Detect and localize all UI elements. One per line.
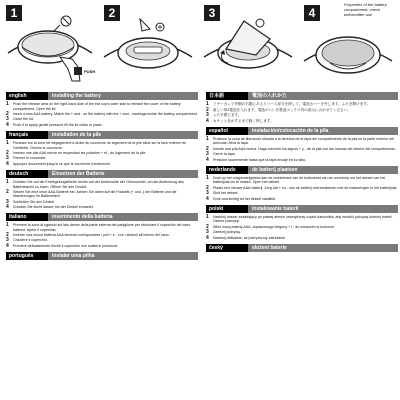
section-header [6, 92, 198, 100]
illustration-strip [0, 0, 400, 90]
list-item [6, 200, 198, 205]
section-title: 電池の入れかた [248, 92, 398, 100]
item-text: ふたを閉じます。 [213, 113, 242, 118]
item-text: Plaats een nieuwe AAA-batterij. Zorg dat + en - van de batterij overeenkomen met de markeringen in het batterijvak. [213, 185, 398, 190]
item-text: Druk op het ontgrendelgebied aan de rechterkant van de buitenkant van de oorschelp om het deksel van het batterijvak los te maken. Open het deksel. [213, 175, 386, 185]
item-number: 1 [6, 178, 9, 185]
section-cesky [206, 244, 398, 252]
section-title: vložení baterie [248, 244, 398, 252]
item-text: Presione la zona de liberación situada a la derecha de la tapa del compartimento de la pila en la parte exterior del auricular. Abra la tapa. [213, 136, 394, 146]
list-item [6, 162, 198, 167]
step-number: 1 [6, 5, 22, 21]
list-item [6, 233, 198, 238]
section-francais [6, 131, 198, 167]
item-text: Naciśnij delikatnie, aż pokrywa się zatrzaśnie. [213, 235, 286, 240]
list-item [6, 102, 198, 111]
section-title: Einsetzen der Batterie [48, 170, 198, 178]
item-number: 1 [6, 222, 9, 229]
section-language: italiano [6, 213, 48, 221]
section-header [206, 244, 398, 252]
item-number: 4 [206, 195, 209, 202]
section-language: deutsch [6, 170, 48, 178]
list-item [6, 112, 198, 117]
section-language: português [6, 252, 48, 260]
section-header [6, 213, 198, 221]
section-header [206, 127, 398, 135]
item-text: Zamknij pokrywę. [213, 230, 241, 235]
section-header [206, 205, 398, 213]
instruction-list [206, 176, 398, 202]
section-polski [206, 205, 398, 241]
section-title: inserimento della batteria [48, 213, 198, 221]
item-number: 3 [6, 155, 9, 162]
step-number: 4 [304, 5, 320, 21]
list-item [6, 244, 198, 249]
item-number: 1 [6, 101, 9, 107]
list-item [6, 151, 198, 156]
item-number: 1 [206, 174, 209, 181]
step-3 [200, 3, 296, 87]
item-text: Premere delicatamente finché il coperchio non scatta in posizione. [13, 244, 119, 249]
instruction-list [6, 102, 198, 128]
list-item [206, 152, 398, 157]
item-text: Drücken Sie auf die Entriegelungsfläche rechts auf der Außenseite der Ohrmuschel, um die Abdeckung des Batteriefachs zu lösen. Öffnen Sie den Deckel. [13, 179, 184, 189]
list-item [6, 156, 198, 161]
item-text: Insert a new AAA battery. Match the + and - on the battery with the + and - markings inside the battery compartment. [13, 111, 198, 116]
section-language: 日本語 [206, 92, 248, 100]
list-item [206, 197, 398, 202]
list-item [6, 205, 198, 210]
section-language: español [206, 127, 248, 135]
section-english [6, 92, 198, 128]
step-4-note: Properties of the battery compartment: check before/after use [344, 2, 387, 17]
instruction-list [6, 180, 198, 210]
step-1 [2, 3, 98, 87]
item-text: Cierre la tapa. [213, 152, 236, 157]
item-number: 3 [206, 190, 209, 197]
item-number: 1 [206, 101, 209, 107]
step-number: 3 [204, 5, 220, 21]
list-item [206, 113, 398, 118]
list-item [206, 137, 398, 146]
item-text: Schließen Sie den Deckel. [13, 199, 56, 204]
item-text: Presione suavemente hasta que la tapa encaje en su sitio. [213, 157, 307, 162]
item-text: Premere la zona di sgancio sul lato destro della parte esterna del padiglione per sbloccare il coperchio del vano batteria. Aprire il coperchio. [13, 223, 191, 232]
list-item [206, 191, 398, 196]
item-number: 4 [206, 117, 209, 124]
item-number: 4 [6, 160, 9, 167]
item-number: 2 [206, 223, 209, 230]
item-number: 3 [206, 151, 209, 158]
item-number: 2 [6, 231, 9, 238]
section-language: français [6, 131, 48, 139]
list-item [6, 117, 198, 122]
section-header [6, 131, 198, 139]
item-number: 4 [206, 156, 209, 163]
section-title: installing the battery [48, 92, 198, 100]
list-item [6, 238, 198, 243]
item-text: 新しい単4電池を入れます。電池の+と-を電池ボックス内の表示に合わせてください。 [213, 107, 351, 112]
item-text: Push it to apply gentle pressure till the lid clicks in place. [13, 122, 103, 127]
item-text: カチッと音がするまで軽く押します。 [213, 118, 274, 123]
section-title: de batterij plaatsen [248, 166, 398, 174]
item-text: Insérez une pile AAA neuve en respectant les polarités + et - du logement de la pile. [13, 150, 147, 155]
section-header [6, 252, 198, 260]
item-text: Inserte una pila AAA nueva. Haga coincidir los signos + y - de la pila con las marcas del interior del compartimento. [213, 146, 396, 151]
item-text: Naciśnij obszar zwalniający po prawej stronie zewnętrznej części nausznika, aby zwolnić pokrywę komory baterii. Otwórz pokrywę. [213, 214, 393, 224]
section-nederlands [206, 166, 398, 202]
section-portugues [6, 252, 198, 260]
step-2 [100, 3, 196, 87]
step-number: 2 [104, 5, 120, 21]
section-header [206, 166, 398, 174]
section-title: instalowanie baterii [248, 205, 398, 213]
item-number: 1 [206, 213, 209, 220]
list-item [6, 190, 198, 199]
item-text: Appuyez doucement jusqu'à ce que le couvercle s'enclenche. [13, 161, 111, 166]
item-number: 2 [6, 188, 9, 195]
item-number: 4 [6, 204, 9, 211]
item-number: 2 [6, 149, 9, 156]
section-header [6, 170, 198, 178]
item-number: 1 [6, 139, 9, 146]
list-item [206, 176, 398, 185]
list-item [206, 230, 398, 235]
section-language: polski [206, 205, 248, 213]
section-language: český [206, 244, 248, 252]
item-number: 3 [206, 112, 209, 119]
item-number: 3 [6, 116, 9, 123]
item-number: 4 [6, 121, 9, 128]
list-item [206, 186, 398, 191]
instruction-list [206, 215, 398, 241]
item-text: Druk voorzichtig tot het deksel vastklikt. [213, 196, 276, 201]
item-text: Poussez sur la zone de dégagement à droite du couvercle du logement de la pile situé sur la face externe de l'oreillette. Ouvrez le couvercle. [13, 140, 187, 150]
left-column [6, 92, 198, 263]
section-italiano [6, 213, 198, 249]
item-number: 4 [206, 234, 209, 241]
list-item [206, 147, 398, 152]
instruction-list [6, 223, 198, 249]
list-item [206, 119, 398, 124]
section-title: instalar uma pilha [48, 252, 198, 260]
section-title: installation de la pile [48, 131, 198, 139]
section-language: nederlands [206, 166, 248, 174]
item-number: 3 [206, 229, 209, 236]
section-language: english [6, 92, 48, 100]
list-item [206, 158, 398, 163]
item-text: Chiudere il coperchio. [13, 238, 48, 243]
list-item [6, 123, 198, 128]
item-text: イヤーカップ外側の右側にあるリリース部分を押して、電池カバーを外します。ふたを開けます。 [213, 102, 371, 106]
list-item [6, 223, 198, 232]
item-text: Setzen Sie eine neue AAA-Batterie ein. Achten Sie dabei auf die Polarität (+ und -) der Batterie und die Markierungen im Batteriefach. [13, 189, 177, 199]
instruction-list [6, 141, 198, 167]
instruction-list [206, 137, 398, 163]
item-number: 3 [6, 237, 9, 244]
right-column [206, 92, 398, 255]
item-number: 1 [206, 135, 209, 142]
section-espanol [206, 127, 398, 163]
item-number: 2 [206, 145, 209, 152]
item-number: 3 [6, 198, 9, 205]
item-text: Push the release area on the right-hand side of the ear cup's outer side to release the cover of the battery compartment. Open the lid. [13, 102, 181, 111]
list-item [206, 102, 398, 107]
instruction-list [206, 102, 398, 124]
section-header [206, 92, 398, 100]
list-item [206, 225, 398, 230]
section-title: instalación/colocación de la pila [248, 127, 398, 135]
section-japanese [206, 92, 398, 124]
push-label: PUSH [84, 69, 96, 74]
list-item [6, 180, 198, 189]
item-text: Inserire una nuova batteria AAA facendo corrispondere i poli + e - con i simboli all'interno del vano. [13, 232, 170, 237]
item-number: 4 [6, 243, 9, 250]
item-text: Fermez le couvercle. [13, 156, 47, 161]
item-number: 2 [206, 184, 209, 191]
list-item [206, 108, 398, 113]
item-text: Sluit het deksel. [213, 191, 239, 196]
item-text: Włóż nową baterię AAA, dopasowując bieguny + i - do oznaczeń w komorze. [213, 224, 335, 229]
item-text: Drücken Sie leicht darauf, bis der Deckel einrastet. [13, 205, 94, 210]
item-text: Close the lid. [13, 117, 34, 122]
list-item [206, 236, 398, 241]
item-number: 2 [206, 106, 209, 113]
item-number: 2 [6, 110, 9, 117]
list-item [6, 141, 198, 150]
list-item [206, 215, 398, 224]
section-deutsch [6, 170, 198, 210]
